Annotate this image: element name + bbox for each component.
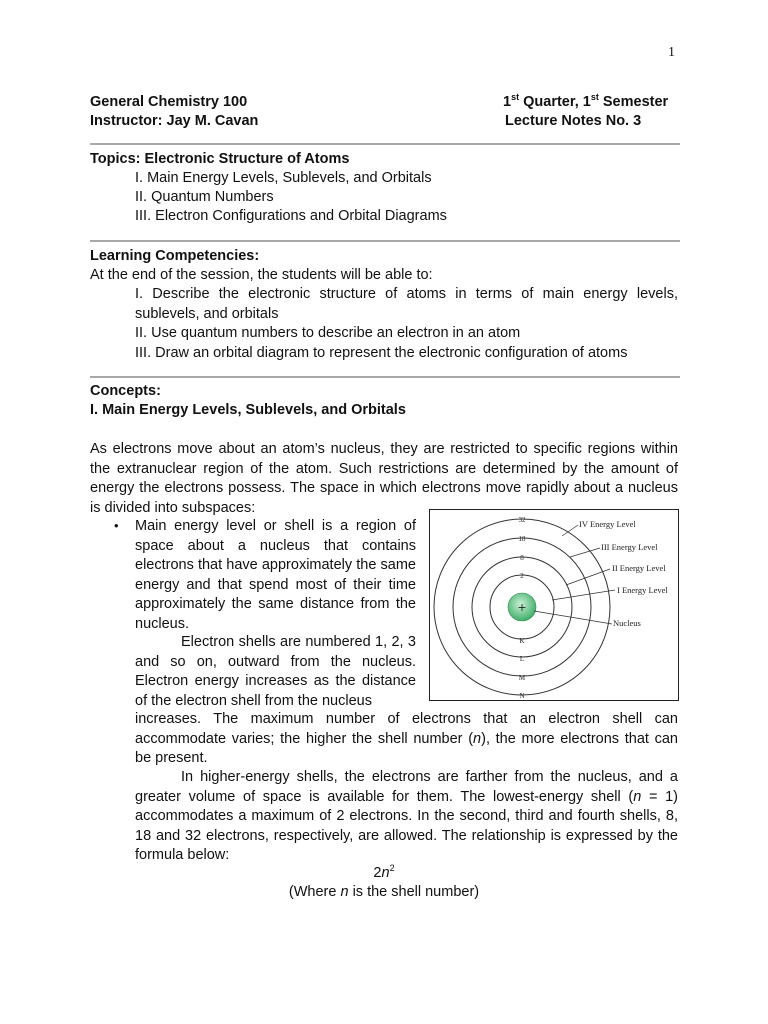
divider — [90, 376, 680, 378]
energy-level-svg — [430, 510, 678, 700]
shell-number-variable: n — [633, 788, 642, 805]
energy-level-label: IV Energy Level — [579, 519, 636, 529]
shell-letter: M — [518, 674, 526, 682]
capacity-label: 32 — [518, 516, 526, 524]
semester-num: 1 — [582, 94, 591, 110]
instructor-name: Instructor: Jay M. Cavan — [90, 113, 259, 129]
leader-line — [534, 611, 612, 624]
bullet-shell-definition: Main energy level or shell is a region of space about a nucleus that contains electrons that have approximately the same energy and that spend most of their time approximately the same distance from the nucleus. — [135, 518, 416, 632]
semester-sup: st — [590, 92, 599, 103]
capacity-label: 8 — [520, 554, 524, 562]
leader-line — [552, 590, 615, 600]
nucleus-symbol: + — [517, 601, 527, 614]
text-run: In higher-energy shells, the electrons are farther from the nucleus, and a greater volume of space is available for them. The lowest-energy shell ( — [135, 769, 678, 805]
competency-item: II. Use quantum numbers to describe an electron in an atom — [135, 325, 521, 341]
concepts-heading: Concepts: — [90, 383, 161, 399]
shell-number-variable: n — [473, 730, 482, 747]
text-run: accommodates a maximum of 2 electrons. In the second, third and fourth shells, 8, 18 and 32 electrons, respectively, are allowed. The relationship is expressed by the formula below: — [135, 808, 678, 863]
quarter-sup: st — [511, 92, 520, 103]
competencies-intro: At the end of the session, the students will be able to: — [90, 267, 433, 283]
shell-capacity-paragraph — [135, 710, 678, 769]
topics-heading: Topics: Electronic Structure of Atoms — [90, 151, 350, 167]
topic-item: III. Electron Configurations and Orbital Diagrams — [135, 208, 447, 224]
formula-exponent: 2 — [389, 863, 395, 874]
competency-item: III. Draw an orbital diagram to represent the electronic configuration of atoms — [135, 345, 628, 361]
shell-number-variable: n — [340, 884, 349, 900]
competency-item: I. Describe the electronic structure of atoms in terms of main energy levels, sublevels, and orbitals — [135, 286, 678, 322]
energy-level-label: III Energy Level — [601, 542, 658, 552]
shell-numbering-paragraph: Electron shells are numbered 1, 2, 3 and so on, outward from the nucleus. Electron energy increases as the distance of the electron shell from the nucleus — [135, 634, 416, 709]
energy-level-diagram — [429, 509, 679, 701]
shell-letter: L — [519, 655, 525, 663]
quarter-semester — [503, 94, 668, 110]
formula — [0, 864, 768, 884]
bullet-icon: • — [114, 518, 119, 533]
course-title: General Chemistry 100 — [90, 94, 248, 110]
semester-word: Semester — [598, 94, 669, 110]
energy-level-label: II Energy Level — [612, 563, 666, 573]
capacity-label: 2 — [520, 572, 524, 580]
text-run: is the shell number) — [348, 884, 480, 900]
energy-level-label: I Energy Level — [617, 585, 668, 595]
divider — [90, 143, 680, 145]
leader-line — [570, 548, 600, 557]
topic-item: I. Main Energy Levels, Sublevels, and Orbitals — [135, 170, 432, 186]
nucleus-label: Nucleus — [613, 618, 641, 628]
competencies-heading: Learning Competencies: — [90, 248, 260, 264]
text-run: (Where — [288, 884, 341, 900]
shell-letter: N — [519, 692, 525, 700]
page-number: 1 — [668, 45, 675, 60]
leader-line — [562, 525, 578, 536]
capacity-label: 18 — [518, 535, 526, 543]
divider — [90, 240, 680, 242]
concepts-intro-paragraph: As electrons move about an atom’s nucleus, they are restricted to specific regions within the extranuclear region of the atom. Such restrictions are determined by the amount of energy the electrons possess. The space in which electrons move rapidly about a nucleus is divided into subspaces: — [90, 441, 678, 516]
text-run: increases. The maximum number of electrons that an electron shell can accommodate varies; the higher the shell number ( — [135, 711, 678, 747]
higher-energy-paragraph — [135, 768, 678, 866]
lecture-notes-number: Lecture Notes No. 3 — [505, 113, 642, 129]
quarter-num: 1 — [503, 94, 512, 110]
text-run: = 1) — [641, 788, 678, 805]
shell-letter: K — [519, 637, 525, 645]
quarter-word: Quarter, — [519, 94, 583, 110]
formula-note — [0, 883, 768, 903]
formula-base: 2 — [373, 865, 382, 881]
topic-item: II. Quantum Numbers — [135, 189, 274, 205]
formula-variable: n — [381, 865, 390, 881]
concepts-subheading: I. Main Energy Levels, Sublevels, and Orbitals — [90, 402, 406, 418]
text-run: ), the more electrons that can be present. — [135, 730, 678, 766]
leader-line — [566, 569, 610, 585]
